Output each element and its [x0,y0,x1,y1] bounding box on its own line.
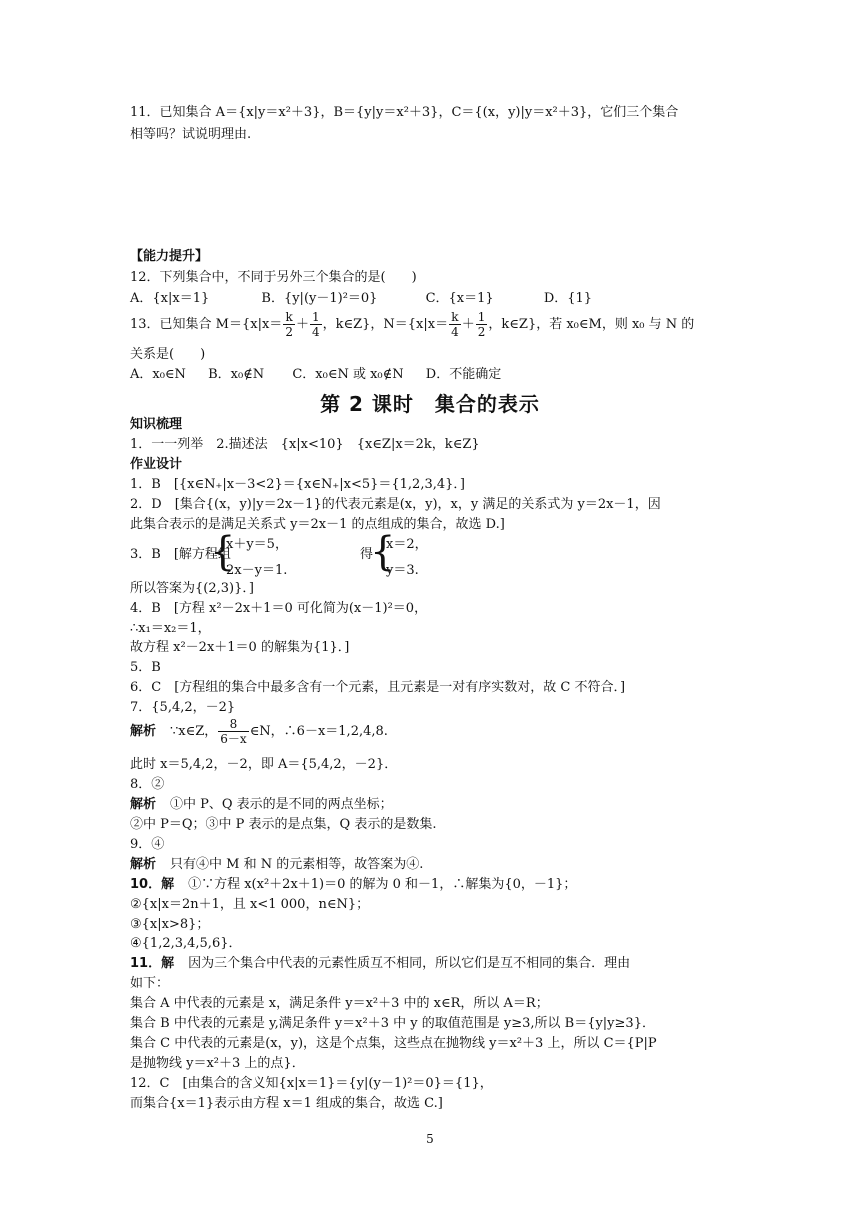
q13-option-b: B．x₀∉N [208,367,265,382]
answer-6: 6．C [方程组的集合中最多含有一个元素，且元素是一对有序实数对，故 C 不符合．] [130,680,626,695]
answer-12-line2: 而集合{x＝1}表示由方程 x＝1 组成的集合，故选 C.] [130,1096,443,1111]
answer-12-line1: 12．C [由集合的含义知{x|x＝1}＝{y|(y－1)²＝0}＝{1}， [130,1076,493,1091]
q13-option-c: C．x₀∈N 或 x₀∉N [292,367,404,382]
answer-2-line1: 2．D [集合{(x，y)|y＝2x－1}的代表元素是(x，y)，x，y 满足的关系式为 y＝2x－1，因 [130,497,661,512]
q12-option-a: A．{x|x＝1} [130,291,210,306]
answer-10-line3: ③{x|x>8}； [130,917,210,932]
answer-11-line4: 集合 B 中代表的元素是 y,满足条件 y＝x²＋3 中 y 的取值范围是 y≥3,所以 B＝{y|y≥3}． [130,1016,655,1031]
q13-stem: 13．已知集合 M＝{x|x＝ $\frac{k}{2}$ ＋ $\frac{1}{4}$ ，k∈Z}，N＝{x|x＝ $\frac{k}{4}$ ＋ $\frac{1}{2}$ ，k∈Z}，若 x₀∈M，则 x₀ 与 N 的 [130,310,695,339]
answer-1: 1．B [{x∈N₊|x－3<2}＝{x∈N₊|x<5}＝{1,2,3,4}．] [130,477,465,492]
answer-2-line2: 此集合表示的是满足关系式 y＝2x－1 的点组成的集合，故选 D.] [130,517,505,532]
q12-option-d: D．{1} [543,291,593,306]
q12-stem: 12．下列集合中，不同于另外三个集合的是( ) [130,270,417,285]
q13-option-d: D．不能确定 [425,367,502,382]
answer-7-analysis: 解析 ∵x∈Z， $\frac{8}{6-x}$ ∈N，∴6－x＝1,2,4,8. [130,717,388,746]
fraction-k-over-2: $\frac{k}{2}$ [285,310,293,339]
answer-11-line3: 集合 A 中代表的元素是 x，满足条件 y＝x²＋3 中的 x∈R，所以 A＝R； [130,996,549,1011]
fraction-1-over-2: $\frac{1}{2}$ [477,310,486,339]
answer-4-line1: 4．B [方程 x²－2x＋1＝0 可化简为(x－1)²＝0， [130,601,428,616]
answer-4-line2: ∴x₁＝x₂＝1， [130,621,211,636]
answer-11-line6: 是抛物线 y＝x²＋3 上的点}． [130,1056,305,1071]
answer-10-line4: ④{1,2,3,4,5,6}． [130,936,242,951]
q12-options [130,290,592,308]
answer-10: 10．解 ①∵方程 x(x²＋2x＋1)＝0 的解为 0 和－1，∴解集为{0，－1}； [130,877,577,892]
fraction-k-over-4: $\frac{k}{4}$ [451,310,459,339]
answer-3-de: 得 [360,547,374,562]
answer-8-line2: ②中 P＝Q；③中 P 表示的是点集，Q 表示的是数集. [130,817,437,832]
q13-line2: 关系是( ) [130,347,206,362]
answer-7: 7．{5,4,2，－2} [130,700,236,715]
ability-heading: 【能力提升】 [130,249,209,264]
answer-9-analysis: 解析 只有④中 M 和 N 的元素相等，故答案为④. [130,857,424,872]
homework-heading: 作业设计 [130,457,183,472]
answer-9: 9．④ [130,837,165,852]
answer-11: 11．解 因为三个集合中代表的元素性质互不相同，所以它们是互不相同的集合．理由 [130,956,631,971]
answer-10-line2: ②{x|x＝2n＋1，且 x<1 000，n∈N}； [130,897,370,912]
q12-option-b: B．{y|(y－1)²＝0} [261,291,378,306]
answer-8: 8．② [130,777,165,792]
fraction-1-over-4: $\frac{1}{4}$ [311,310,320,339]
answer-8-analysis: 解析 ①中 P、Q 表示的是不同的两点坐标； [130,797,393,812]
answer-11-line2: 如下： [130,976,170,991]
answer-7-line2: 此时 x＝5,4,2，－2，即 A＝{5,4,2，－2}． [130,757,398,772]
q12-option-c: C．{x＝1} [425,291,494,306]
equation-system: x＋y＝5， 2x－y＝1. [226,537,288,578]
section-title: 第 2 课时 集合的表示 [320,392,540,416]
solution-system: x＝2， y＝3. [386,537,428,578]
fraction-8-over-6-minus-x: $\frac{8}{6-x}$ [220,717,247,746]
answer-5: 5．B [130,660,161,675]
answer-3-prefix: 3．B [解方程组 [130,547,231,562]
left-brace: { [210,529,236,575]
answer-11-line5: 集合 C 中代表的元素是(x，y)，这是个点集，这些点在抛物线 y＝x²＋3 上，所以 C＝{P|P [130,1036,657,1051]
q13-options [130,366,501,384]
q11-line1: 11．已知集合 A＝{x|y＝x²＋3}，B＝{y|y＝x²＋3}，C＝{(x，y)|y＝x²＋3}，它们三个集合 [130,105,679,120]
answer-4-line3: 故方程 x²－2x＋1＝0 的解集为{1}．] [130,640,350,655]
q11-line2: 相等吗？试说明理由. [130,127,252,142]
knowledge-heading: 知识梳理 [130,417,183,432]
page-number: 5 [426,1132,434,1146]
answer-knowledge: 1．一一列举 2.描述法 {x|x<10} {x∈Z|x＝2k，k∈Z} [130,437,480,452]
left-brace: { [370,529,396,575]
answer-3-line2: 所以答案为{(2,3)}．] [130,581,254,596]
q13-option-a: A．x₀∈N [130,367,186,382]
